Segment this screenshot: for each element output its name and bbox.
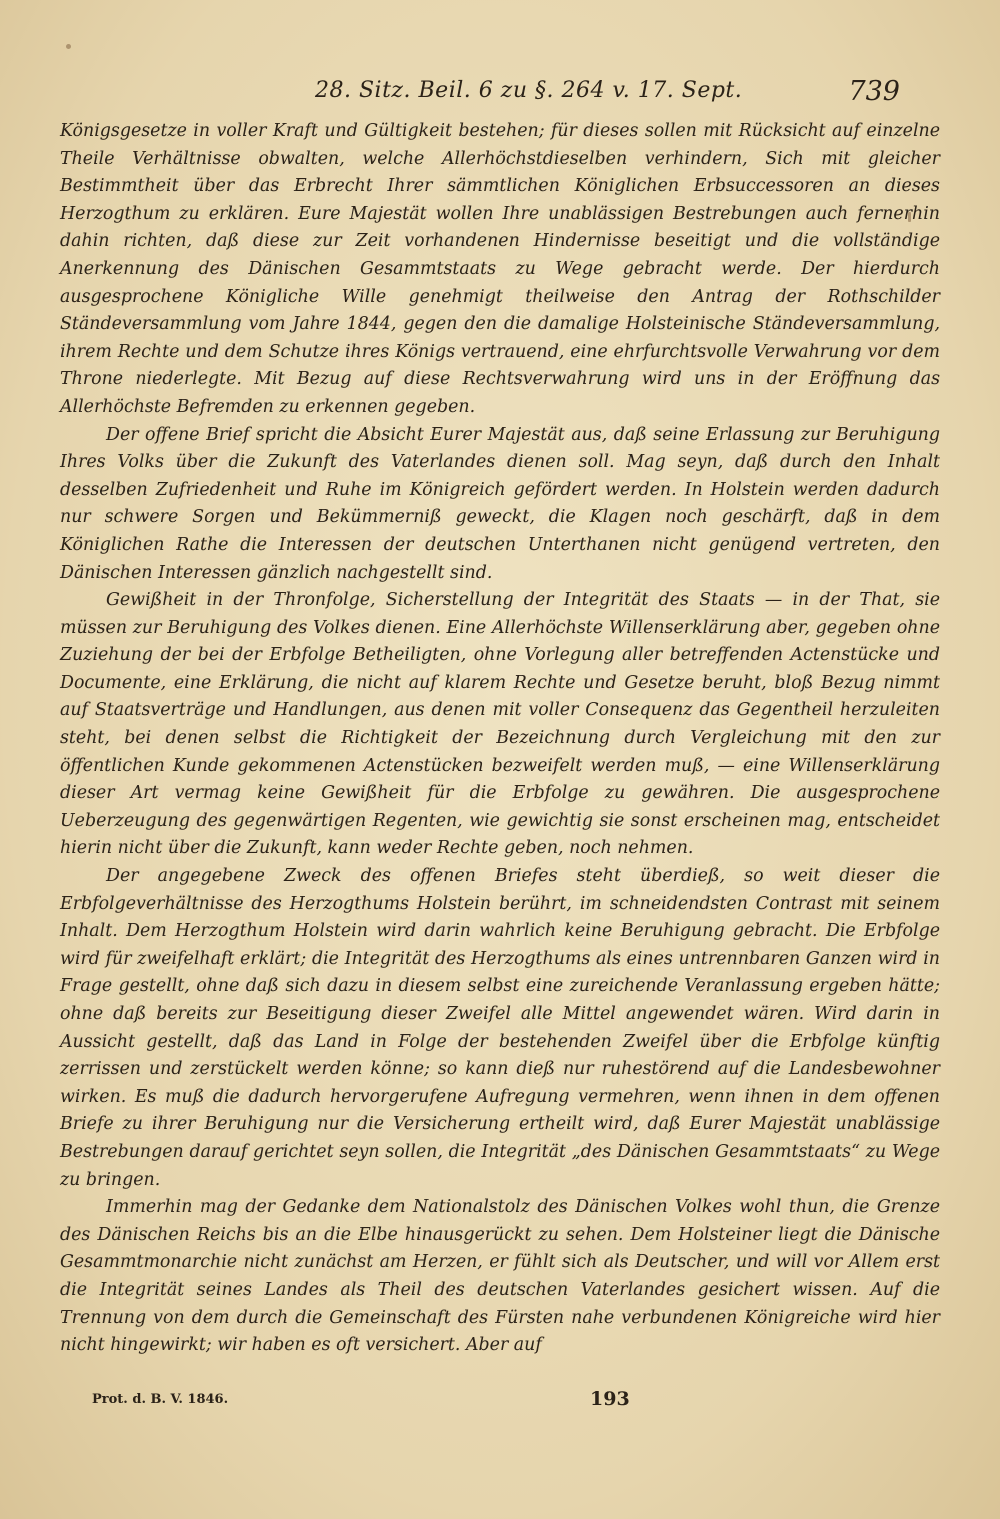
paragraph: Immerhin mag der Gedanke dem Nationalstolz des Dänischen Volkes wohl thun, die Grenze des Dänischen Reichs bis an die Elbe hinausgerückt zu sehen. Dem Holsteiner liegt die Dänische Gesammtmonarchie nicht zunächst am Herzen, er fühlt sich als Deutscher, und will vor Allem erst die Integrität seines Landes als Theil des deutschen Vaterlandes gesichert wissen. Auf die Trennung von dem durch die Gemeinschaft des Fürsten nahe verbundenen Königreiche wird hier nicht hingewirkt; wir haben es oft versichert. Aber auf <box>60 1197 940 1356</box>
page-number: 739 <box>848 76 900 107</box>
paragraph: Königsgesetze in voller Kraft und Gültigkeit bestehen; für dieses sollen mit Rücksicht auf einzelne Theile Verhältnisse obwalten, welche Allerhöchstdieselben verhindern, Sich mit gleicher Bestimmtheit über das Erbrecht Ihrer sämmtlichen Königlichen Erbsuccessoren an dieses Herzogthum zu erklären. Eure Majestät wollen Ihre unablässigen Bestrebungen auch fernerhin dahin richten, daß diese zur Zeit vorhandenen Hindernisse beseitigt und die vollständige Anerkennung des Dänischen Gesammtstaats zu Wege gebracht werde. Der hierdurch ausgesprochene Königliche Wille genehmigt theilweise den Antrag der Rothschilder Ständeversammlung vom Jahre 1844, gegen den die damalige Holsteinische Ständeversammlung, ihrem Rechte und dem Schutze ihres Königs vertrauend, eine ehrfurchtsvolle Verwahrung vor dem Throne niederlegte. Mit Bezug auf diese Rechtsverwahrung wird uns in der Eröffnung das Allerhöchste Befremden zu erkennen gegeben. <box>60 121 940 417</box>
page-header <box>60 78 940 112</box>
paragraph: Gewißheit in der Thronfolge, Sicherstellung der Integrität des Staats — in der That, sie müssen zur Beruhigung des Volkes dienen. Eine Allerhöchste Willenserklärung aber, gegeben ohne Zuziehung der bei der Erbfolge Betheiligten, ohne Vorlegung aller betreffenden Actenstücke und Documente, eine Erklärung, die nicht auf klarem Rechte und Gesetze beruht, bloß Bezug nimmt auf Staatsverträge und Handlungen, aus denen mit voller Consequenz das Gegentheil herzuleiten steht, bei denen selbst die Richtigkeit der Bezeichnung durch Vergleichung mit den zur öffentlichen Kunde gekommenen Actenstücken bezweifelt werden muß, — eine Willenserklärung dieser Art vermag keine Gewißheit für die Erbfolge zu gewähren. Die ausgesprochene Ueberzeugung des gegenwärtigen Regenten, wie gewichtig sie sonst erscheinen mag, entscheidet hierin nicht über die Zukunft, kann weder Rechte geben, noch nehmen. <box>60 590 940 859</box>
body-text <box>60 118 940 1360</box>
running-head: 28. Sitz. Beil. 6 zu §. 264 v. 17. Sept. <box>315 78 743 103</box>
paragraph: Der angegebene Zweck des offenen Briefes steht überdieß, so weit dieser die Erbfolgeverhältnisse des Herzogthums Holstein berührt, im schneidendsten Contrast mit seinem Inhalt. Dem Herzogthum Holstein wird darin wahrlich keine Beruhigung gebracht. Die Erbfolge wird für zweifelhaft erklärt; die Integrität des Herzogthums als eines untrennbaren Ganzen wird in Frage gestellt, ohne daß sich dazu in diesem selbst eine zureichende Veranlassung ergeben hätte; ohne daß bereits zur Beseitigung dieser Zweifel alle Mittel angewendet wären. Wird darin in Aussicht gestellt, daß das Land in Folge der bestehenden Zweifel über die Erbfolge künftig zerrissen und zerstückelt werden könne; so kann dieß nur ruhestörend auf die Landesbewohner wirken. Es muß die dadurch hervorgerufene Aufregung vermehren, wenn ihnen in dem offenen Briefe zu ihrer Beruhigung nur die Versicherung ertheilt wird, daß Eurer Majestät unablässige Bestrebungen darauf gerichtet seyn sollen, die Integrität „des Dänischen Gesammtstaats“ zu Wege zu bringen. <box>60 866 940 1190</box>
ink-speck <box>66 44 71 49</box>
page-footer <box>60 1388 940 1418</box>
printer-signature: Prot. d. B. V. 1846. <box>92 1392 229 1407</box>
paragraph: Der offene Brief spricht die Absicht Eurer Majestät aus, daß seine Erlassung zur Beruhigung Ihres Volks über die Zukunft des Vaterlandes dienen soll. Mag seyn, daß durch den Inhalt desselben Zufriedenheit und Ruhe im Königreich gefördert werden. In Holstein werden dadurch nur schwere Sorgen und Bekümmerniß geweckt, die Klagen noch geschärft, daß in dem Königlichen Rathe die Interessen der deutschen Unterthanen nicht genügend vertreten, den Dänischen Interessen gänzlich nachgestellt sind. <box>60 424 940 583</box>
sheet-number: 193 <box>590 1388 630 1410</box>
